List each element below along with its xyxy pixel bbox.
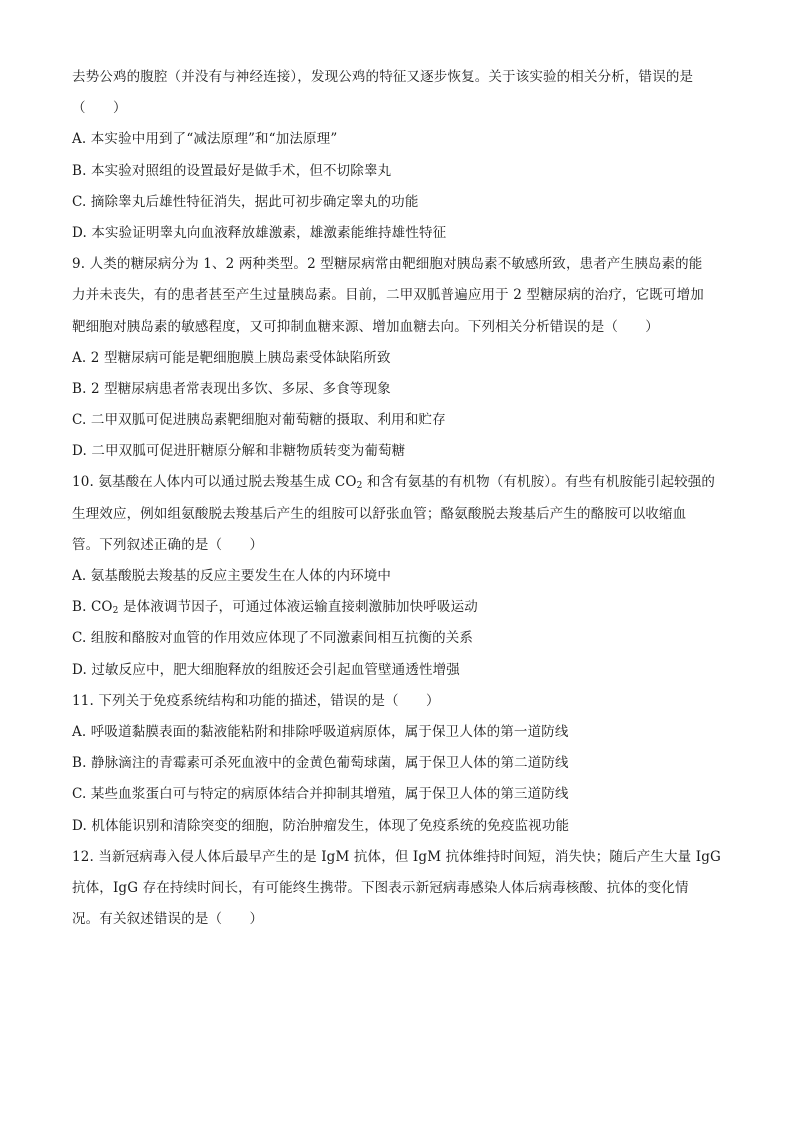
q12-stem-line-3: 况。有关叙述错误的是（ ） <box>72 911 264 928</box>
q9-stem-line-1: 9. 人类的糖尿病分为 1、2 两种类型。2 型糖尿病常由靶细胞对胰岛素不敏感所致，患者产生胰岛素的能 <box>72 256 703 273</box>
q9-option-b: B. 2 型糖尿病患者常表现出多饮、多尿、多食等现象 <box>72 380 391 397</box>
q10-co2-subscript: 2 <box>356 481 363 492</box>
q10-option-c: C. 组胺和酪胺对血管的作用效应体现了不同激素间相互抗衡的关系 <box>72 630 474 647</box>
q8-option-d: D. 本实验证明睾丸向血液释放雄激素，雄激素能维持雄性特征 <box>72 224 447 241</box>
q10-stem-line-3: 管。下列叙述正确的是（ ） <box>72 536 264 553</box>
q8-stem-line-1: 去势公鸡的腹腔（并没有与神经连接），发现公鸡的特征又逐步恢复。关于该实验的相关分析，错误的是 <box>72 69 694 85</box>
q10-stem-line-2: 生理效应，例如组氨酸脱去羧基后产生的组胺可以舒张血管；酪氨酸脱去羧基后产生的酪胺可以收缩血 <box>72 505 687 522</box>
q10-stem-line-1-post: 和含有氨基的有机物（有机胺）。有些有机胺能引起较强的 <box>362 474 716 491</box>
q9-option-a: A. 2 型糖尿病可能是靶细胞膜上胰岛素受体缺陷所致 <box>72 349 391 366</box>
q11-option-c: C. 某些血浆蛋白可与特定的病原体结合并抑制其增殖，属于保卫人体的第三道防线 <box>72 786 569 803</box>
q9-option-d: D. 二甲双胍可促进肝糖原分解和非糖物质转变为葡萄糖 <box>72 443 406 460</box>
q9-option-c: C. 二甲双胍可促进胰岛素靶细胞对葡萄糖的摄取、利用和贮存 <box>72 412 446 429</box>
q11-stem-line-1: 11. 下列关于免疫系统结构和功能的描述，错误的是（ ） <box>72 692 440 709</box>
q11-option-b: B. 静脉滴注的青霉素可杀死血液中的金黄色葡萄球菌，属于保卫人体的第二道防线 <box>72 755 569 772</box>
q8-option-b: B. 本实验对照组的设置最好是做手术，但不切除睾丸 <box>72 162 392 179</box>
q11-option-d: D. 机体能识别和清除突变的细胞，防治肿瘤发生，体现了免疫系统的免疫监视功能 <box>72 817 570 834</box>
q12-stem-line-1: 12. 当新冠病毒入侵人体后最早产生的是 IgM 抗体，但 IgM 抗体维持时间短，消失快；随后产生大量 IgG <box>72 848 721 865</box>
q9-stem-line-3: 靶细胞对胰岛素的敏感程度，又可抑制血糖来源、增加血糖去向。下列相关分析错误的是（ ） <box>72 318 659 335</box>
q8-option-a: A. 本实验中用到了“减法原理”和“加法原理” <box>72 131 338 148</box>
q10-option-b-pre: B. CO <box>72 599 113 616</box>
q10-option-d: D. 过敏反应中，肥大细胞释放的组胺还会引起血管壁通透性增强 <box>72 661 460 678</box>
q8-stem-line-2: （ ） <box>72 100 127 117</box>
q10-option-b-subscript: 2 <box>112 606 119 617</box>
q10-option-b <box>72 592 727 623</box>
q10-option-b-post: 是体液调节因子，可通过体液运输直接刺激肺加快呼吸运动 <box>118 599 478 616</box>
q12-stem-line-2: 抗体，IgG 存在持续时间长，有可能终生携带。下图表示新冠病毒感染人体后病毒核酸、抗体的变化情 <box>72 879 689 896</box>
q10-stem-line-1-pre: 10. 氨基酸在人体内可以通过脱去羧基生成 CO <box>72 474 357 491</box>
q10-stem-line-1 <box>72 467 727 498</box>
q9-stem-line-2: 力并未丧失，有的患者甚至产生过量胰岛素。目前，二甲双胍普遍应用于 2 型糖尿病的治疗，它既可增加 <box>72 287 704 304</box>
exam-page <box>72 62 727 935</box>
q8-option-c: C. 摘除睾丸后雄性特征消失，据此可初步确定睾丸的功能 <box>72 193 419 210</box>
q11-option-a: A. 呼吸道黏膜表面的黏液能粘附和排除呼吸道病原体，属于保卫人体的第一道防线 <box>72 723 569 740</box>
q10-option-a: A. 氨基酸脱去羧基的反应主要发生在人体的内环境中 <box>72 568 392 584</box>
